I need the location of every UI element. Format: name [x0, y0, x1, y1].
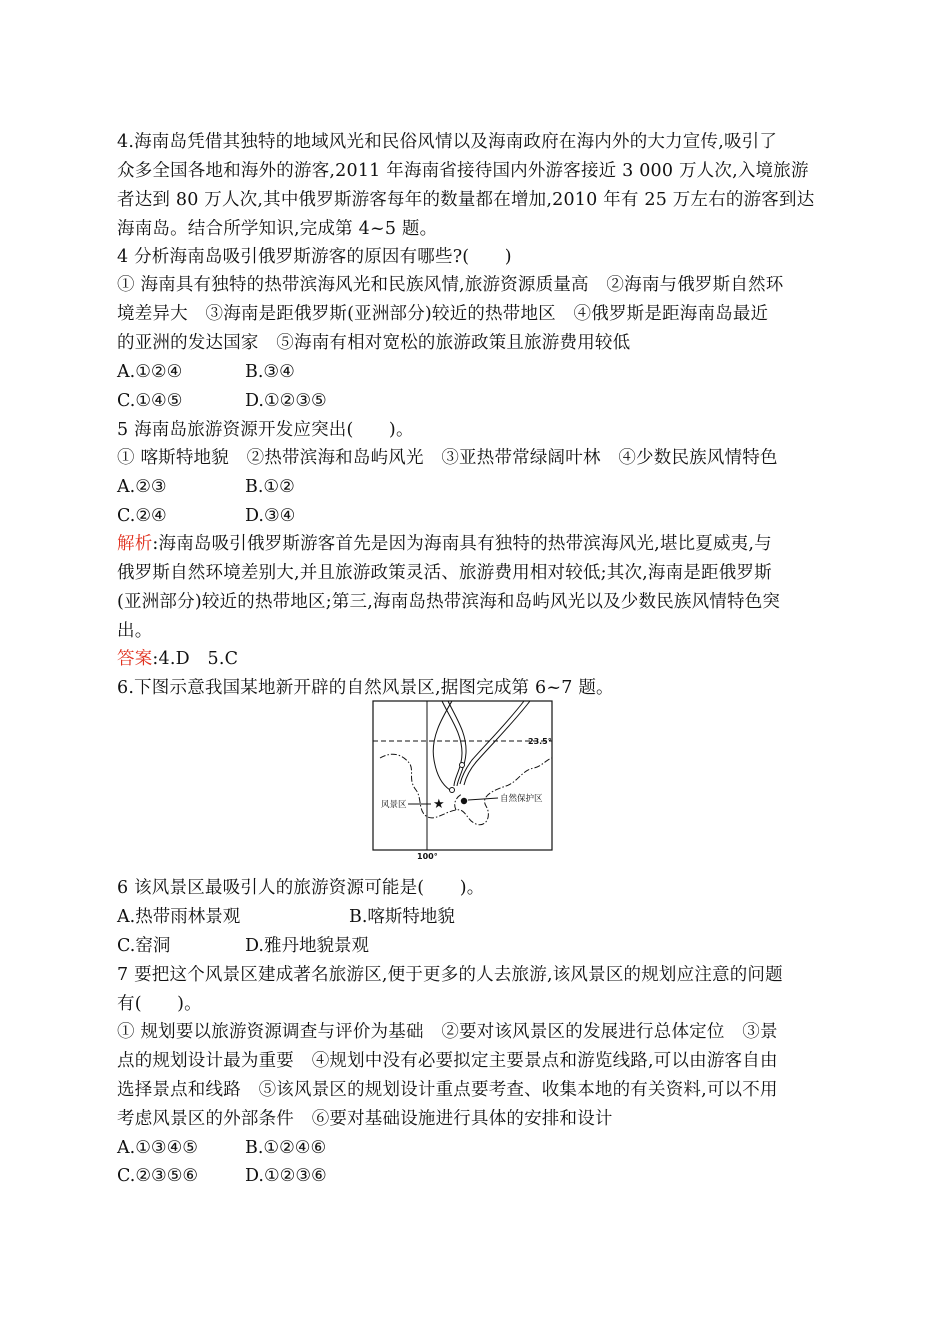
q7-statement-line: 考虑风景区的外部条件 ⑥要对基础设施进行具体的安排和设计: [117, 1109, 613, 1129]
q7-statement-line: 点的规划设计最为重要 ④规划中没有必要拟定主要景点和游览线路,可以由游客自由: [117, 1051, 778, 1071]
q4-option-c: C.①④⑤: [117, 391, 183, 411]
analysis-label: 解析: [117, 534, 153, 554]
analysis-line: 出。: [117, 621, 153, 641]
analysis-line: (亚洲部分)较近的热带地区;第三,海南岛热带滨海和岛屿风光以及少数民族风情特色突: [117, 592, 781, 612]
q4-statement-line: 境差异大 ③海南是距俄罗斯(亚洲部分)较近的热带地区 ④俄罗斯是距海南岛最近: [117, 304, 769, 324]
nature-reserve-label: 自然保护区: [500, 794, 543, 804]
q4-option-a: A.①②④: [117, 362, 183, 382]
q7-statement-line: 选择景点和线路 ⑤该风景区的规划设计重点要考查、收集本地的有关资料,可以不用: [117, 1080, 778, 1100]
q4-intro-line: 海南岛。结合所学知识,完成第 4~5 题。: [117, 219, 438, 239]
q5-option-b: B.①②: [245, 477, 295, 497]
boundary-line: [455, 794, 462, 810]
q6-stem: 6 该风景区最吸引人的旅游资源可能是( )。: [117, 878, 485, 898]
river-line: [464, 701, 530, 785]
q5-stem: 5 海南岛旅游资源开发应突出( )。: [117, 420, 414, 440]
q5-statement: ① 喀斯特地貌 ②热带滨海和岛屿风光 ③亚热带常绿阔叶林 ④少数民族风情特色: [117, 448, 778, 468]
scenic-area-map: [372, 698, 554, 862]
river-node: [460, 763, 465, 768]
q6-option-c: C.窑洞: [117, 936, 171, 956]
q7-statement-line: ① 规划要以旅游资源调查与评价为基础 ②要对该风景区的发展进行总体定位 ③景: [117, 1022, 778, 1042]
q7-option-d: D.①②③⑥: [245, 1166, 327, 1186]
q7-option-c: C.②③⑤⑥: [117, 1166, 199, 1186]
q4-intro-line: 者达到 80 万人次,其中俄罗斯游客每年的数量都在增加,2010 年有 25 万左右的游客到达: [117, 190, 815, 210]
q7-stem-line: 有( )。: [117, 994, 202, 1014]
q7-stem-line: 7 要把这个风景区建成著名旅游区,便于更多的人去旅游,该风景区的规划应注意的问题: [117, 965, 783, 985]
scenic-area-label: 风景区: [381, 800, 407, 810]
star-icon: ★: [433, 797, 445, 812]
q5-option-d: D.③④: [245, 506, 296, 526]
answer-line: [117, 648, 238, 670]
q5-option-a: A.②③: [117, 477, 167, 497]
q6-option-d: D.雅丹地貌景观: [245, 936, 369, 956]
boundary-line: [380, 754, 552, 825]
q4-statement-line: ① 海南具有独特的热带滨海风光和民族风情,旅游资源质量高 ②海南与俄罗斯自然环: [117, 275, 784, 295]
answer-label: 答案: [117, 649, 153, 669]
leader-line: [468, 798, 498, 800]
analysis-line: 俄罗斯自然环境差别大,并且旅游政策灵活、旅游费用相对较低;其次,海南是距俄罗斯: [117, 563, 772, 583]
q6-option-a: A.热带雨林景观: [117, 907, 241, 927]
longitude-label: 100°: [417, 852, 438, 861]
latitude-label: 23.5°: [528, 737, 552, 746]
answer-text: :4.D 5.C: [152, 649, 239, 669]
analysis-text: :海南岛吸引俄罗斯游客首先是因为海南具有独特的热带滨海风光,堪比夏威夷,与: [152, 534, 772, 554]
q7-option-b: B.①②④⑥: [245, 1138, 327, 1158]
nature-reserve-marker: [461, 798, 467, 804]
river-node: [450, 788, 455, 793]
q4-stem: 4 分析海南岛吸引俄罗斯游客的原因有哪些?( ): [117, 247, 512, 267]
q4-option-d: D.①②③⑤: [245, 391, 327, 411]
q6-option-b: B.喀斯特地貌: [349, 907, 455, 927]
q6-intro: 6.下图示意我国某地新开辟的自然风景区,据图完成第 6~7 题。: [117, 678, 614, 698]
q5-option-c: C.②④: [117, 506, 167, 526]
analysis-line-1: [117, 533, 772, 555]
q4-option-b: B.③④: [245, 362, 295, 382]
q4-statement-line: 的亚洲的发达国家 ⑤海南有相对宽松的旅游政策且旅游费用较低: [117, 333, 631, 353]
q4-intro-line: 4.海南岛凭借其独特的地域风光和民俗风情以及海南政府在海内外的大力宣传,吸引了: [117, 132, 778, 152]
q4-intro-line: 众多全国各地和海外的游客,2011 年海南省接待国内外游客接近 3 000 万人次,入境旅游: [117, 161, 809, 181]
q7-option-a: A.①③④⑤: [117, 1138, 198, 1158]
